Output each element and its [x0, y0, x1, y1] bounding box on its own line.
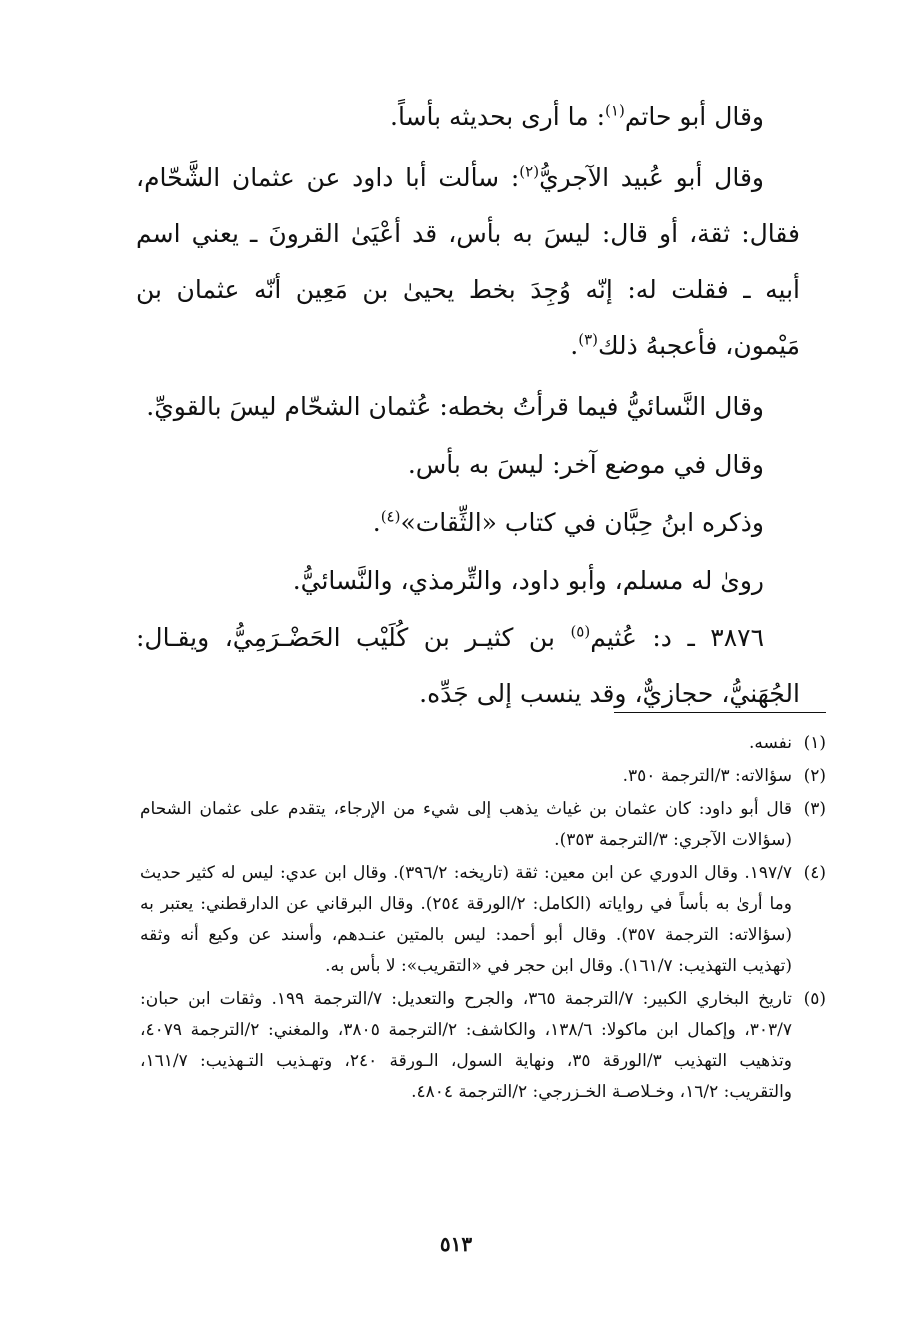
footnote-3: (٣) قال أبو داود: كان عثمان بن غياث يذهب إلى شيء من الإرجاء، يتقدم على عثمان الشحام (سؤالات الآجري: ٣/الترجمة ٣٥٣). [140, 794, 826, 856]
footnote-number: (١) [803, 733, 826, 753]
footnote-1: (١) نفسه. [140, 728, 826, 759]
paragraph-other-place: وقال في موضع آخر: ليسَ به بأس. [407, 450, 764, 479]
footnotes [140, 728, 826, 1110]
footnote-5: (٥) تاريخ البخاري الكبير: ٧/الترجمة ٣٦٥، والجرح والتعديل: ٧/الترجمة ١٩٩. وثقات ابن حبان: ٣٠٣/٧، وإكمال ابن ماكولا: ١٣٨/٦، والكاشف: ٢/الترجمة ٣٨٠٥، والمغني: ٢/الترجمة ٤٠٧٩، وتذهيب التهذيب ٣/الورقة ٣٥، ونهاية السول، الـورقة ٢٤٠، وتهـذيب التـهذيب: ١٦١/٧، والتقريب: ١٦/٢، وخـلاصـة الخـزرجي: ٢/الترجمة ٤٨٠٤. [140, 984, 826, 1108]
main-text [136, 88, 800, 722]
footnote-number: (٢) [803, 766, 826, 786]
footnote-ref-3[interactable]: (٣) [578, 330, 598, 349]
entry-3876: ٣٨٧٦ ـ د: عُثيم$^{(٥)}$ بن كثيـر بن كُلَيْب الحَضْـرَمِيُّ، ويقـال: الجُهَنيُّ، حجازيٌّ، وقد ينسب إلى جَدِّه. [136, 622, 800, 708]
footnote-4: (٤) ١٩٧/٧. وقال الدوري عن ابن معين: ثقة (تاريخه: ٣٩٦/٢). وقال ابن عدي: ليس له كثير حديث وما أرىٰ به بأساً في رواياته (الكامل: ٢/الورقة ٢٥٤). وقال البرقاني عن الدارقطني: يعتبر به (سؤالاته: الترجمة ٣٥٧). وقال أبو أحمد: ليس بالمتين عنـدهم، وأسند عن وكيع أنه وثقه (تهذيب التهذيب: ١٦١/٧). وقال ابن حجر في «التقريب»: لا بأس به. [140, 858, 826, 982]
footnote-number: (٣) [803, 799, 826, 819]
footnote-ref-4[interactable]: (٤) [380, 507, 401, 526]
entry-heading: ٣٨٧٦ ـ د: عُثيم [590, 623, 764, 652]
footnote-ref-2[interactable]: (٢) [519, 162, 540, 181]
footnote-2: (٢) سؤالاته: ٣/الترجمة ٣٥٠. [140, 761, 826, 792]
paragraph-ibn-hibban: وذكره ابنُ حِبَّان في كتاب «الثِّقات»$^{(٤)}$. [372, 507, 764, 537]
paragraph-ajurri: وقال أبو عُبيد الآجريُّ$^{(٢)}$: سألت أبا داود عن عثمان الشَّحّام، فقال: ثقة، أو قال: ليسَ به بأس، قد أعْيَىٰ القرونَ ـ يعني اسم أبيه ـ فقلت له: إنّه وُجِدَ بخط يحيىٰ بن مَعِين أنّه عثمان بن مَيْمون، فأعجبهُ ذلك$^{(٣)}$. [136, 162, 800, 360]
page-number: ٥١٣ [439, 1232, 473, 1256]
footnote-number: (٤) [803, 863, 826, 883]
footnote-ref-1[interactable]: (١) [605, 101, 625, 120]
paragraph-abu-hatim: وقال أبو حاتم$^{(١)}$: ما أرى بحديثه بأساً. [390, 101, 764, 131]
paragraph-nasai: وقال النَّسائيُّ فيما قرأتُ بخطه: عُثمان الشحّام ليسَ بالقويِّ. [146, 392, 764, 421]
footnote-number: (٥) [803, 989, 826, 1009]
footnote-divider [614, 712, 826, 713]
footnote-ref-5[interactable]: (٥) [570, 622, 591, 641]
paragraph-narrators: روىٰ له مسلم، وأبو داود، والتِّرمذي، والنَّسائيُّ. [292, 566, 764, 595]
